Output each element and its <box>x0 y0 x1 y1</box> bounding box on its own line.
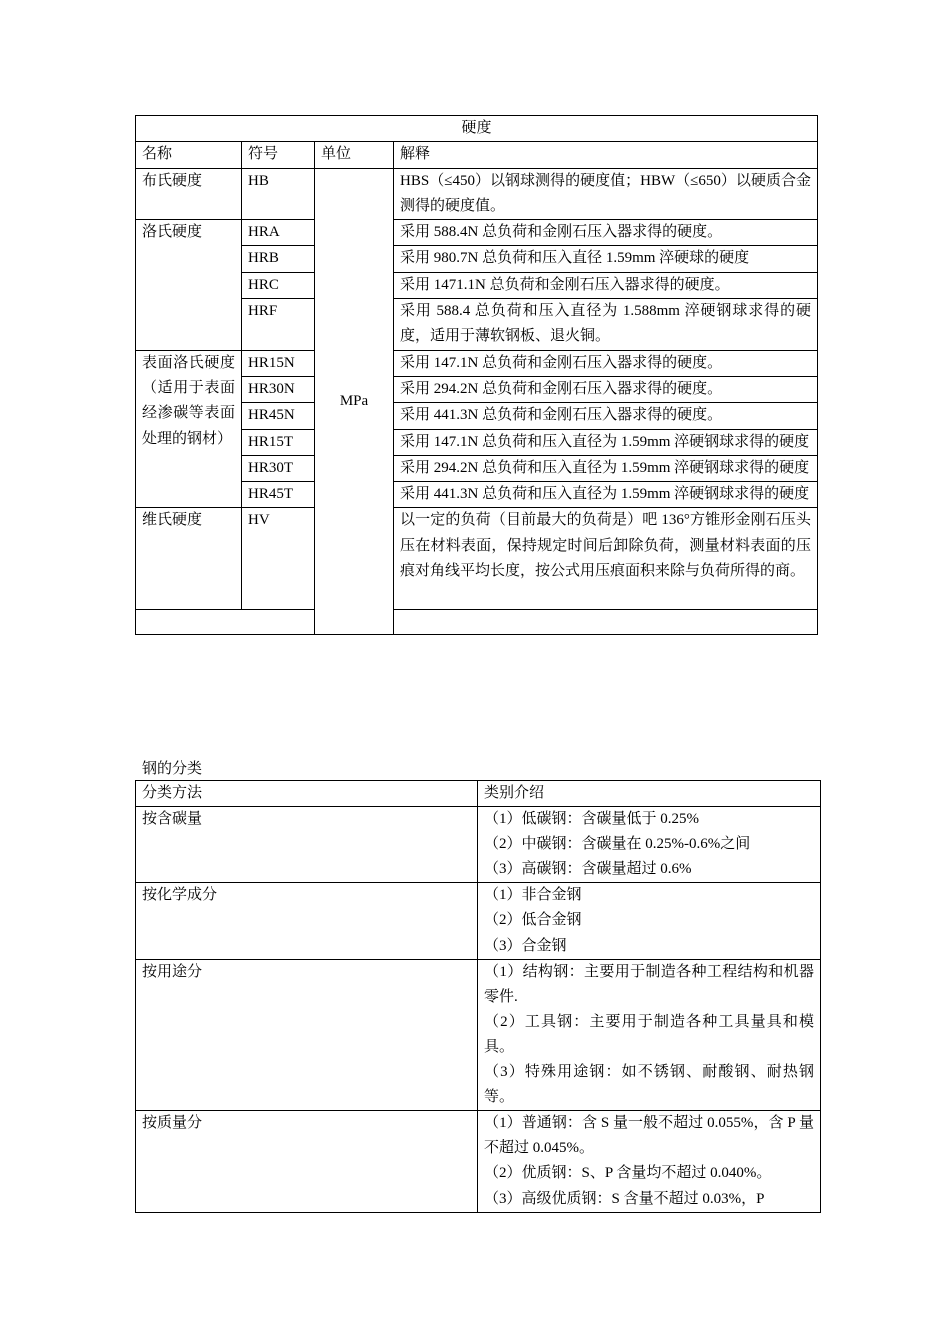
hardness-symbol: HRB <box>242 246 315 272</box>
header-symbol: 符号 <box>242 142 315 168</box>
header-name: 名称 <box>136 142 242 168</box>
table-row <box>136 959 821 1111</box>
category-item: （2）中碳钢：含碳量在 0.25%-0.6%之间 <box>484 836 751 853</box>
hardness-symbol: HRF <box>242 299 315 351</box>
hardness-symbol: HR15N <box>242 350 315 376</box>
steel-method: 按含碳量 <box>136 807 478 883</box>
empty-cell <box>136 610 315 635</box>
hardness-desc: 采用 441.3N 总负荷和压入直径为 1.59mm 淬硬钢球求得的硬度 <box>394 482 818 508</box>
hardness-symbol: HB <box>242 168 315 220</box>
hardness-unit: MPa <box>315 168 394 635</box>
hardness-symbol: HR15T <box>242 429 315 455</box>
steel-method: 按质量分 <box>136 1111 478 1212</box>
category-item: （3）合金钢 <box>484 937 567 954</box>
header-method: 分类方法 <box>136 781 478 807</box>
category-item: （2）低合金钢 <box>484 912 582 929</box>
hardness-symbol: HV <box>242 508 315 610</box>
hardness-name: 洛氏硬度 <box>136 220 242 350</box>
hardness-desc: 采用 980.7N 总负荷和压入直径 1.59mm 淬硬球的硬度 <box>394 246 818 272</box>
table-header-row <box>136 781 821 807</box>
category-item: （3）高碳钢：含碳量超过 0.6% <box>484 861 692 878</box>
hardness-symbol: HR30N <box>242 376 315 402</box>
hardness-name: 表面洛氏硬度（适用于表面经渗碳等表面处理的钢材） <box>136 350 242 508</box>
steel-caption: 钢的分类 <box>142 761 203 777</box>
hardness-symbol: HRC <box>242 272 315 298</box>
steel-method: 按化学成分 <box>136 883 478 959</box>
steel-table <box>135 780 821 1213</box>
category-item: （2）优质钢：S、P 含量均不超过 0.040%。 <box>484 1165 772 1182</box>
table-row <box>136 220 818 246</box>
header-category: 类别介绍 <box>478 781 821 807</box>
table-row <box>136 807 821 883</box>
hardness-desc: 采用 147.1N 总负荷和压入直径为 1.59mm 淬硬钢球求得的硬度 <box>394 429 818 455</box>
hardness-desc: HBS（≤450）以钢球测得的硬度值；HBW（≤650）以硬质合金测得的硬度值。 <box>394 168 818 220</box>
hardness-desc: 以一定的负荷（目前最大的负荷是）吧 136°方锥形金刚石压头压在材料表面，保持规定时间后卸除负荷，测量材料表面的压痕对角线平均长度，按公式用压痕面积来除与负荷所得的商。 <box>394 508 818 610</box>
table-header-row <box>136 142 818 168</box>
empty-cell <box>394 610 818 635</box>
hardness-symbol: HR45N <box>242 403 315 429</box>
category-item: （1）普通钢：含 S 量一般不超过 0.055%，含 P 量不超过 0.045%。 <box>484 1115 814 1157</box>
table-row <box>136 168 818 220</box>
hardness-title: 硬度 <box>136 116 818 142</box>
hardness-name: 维氏硬度 <box>136 508 242 610</box>
hardness-desc: 采用 294.2N 总负荷和金刚石压入器求得的硬度。 <box>394 376 818 402</box>
hardness-name: 布氏硬度 <box>136 168 242 220</box>
steel-method: 按用途分 <box>136 959 478 1111</box>
steel-categories <box>478 883 821 959</box>
table-row-empty <box>136 610 818 635</box>
header-unit: 单位 <box>315 142 394 168</box>
hardness-desc: 采用 147.1N 总负荷和金刚石压入器求得的硬度。 <box>394 350 818 376</box>
table-row <box>136 508 818 610</box>
table-row <box>136 1111 821 1212</box>
category-item: （1）低碳钢：含碳量低于 0.25% <box>484 811 699 828</box>
category-item: （2）工具钢：主要用于制造各种工具量具和模具。 <box>484 1013 814 1055</box>
table-row <box>136 350 818 376</box>
hardness-desc: 采用 588.4N 总负荷和金刚石压入器求得的硬度。 <box>394 220 818 246</box>
hardness-desc: 采用 1471.1N 总负荷和金刚石压入器求得的硬度。 <box>394 272 818 298</box>
table-title-row <box>136 116 818 142</box>
hardness-desc: 采用 588.4 总负荷和压入直径为 1.588mm 淬硬钢球求得的硬度，适用于薄软钢板、退火铜。 <box>394 299 818 351</box>
hardness-desc: 采用 294.2N 总负荷和压入直径为 1.59mm 淬硬钢球求得的硬度 <box>394 455 818 481</box>
hardness-symbol: HRA <box>242 220 315 246</box>
category-item: （1）非合金钢 <box>484 887 582 904</box>
steel-categories <box>478 807 821 883</box>
steel-categories <box>478 1111 821 1212</box>
hardness-symbol: HR30T <box>242 455 315 481</box>
header-desc: 解释 <box>394 142 818 168</box>
hardness-table <box>135 115 818 635</box>
steel-categories <box>478 959 821 1111</box>
hardness-desc: 采用 441.3N 总负荷和金刚石压入器求得的硬度。 <box>394 403 818 429</box>
category-item: （3）特殊用途钢：如不锈钢、耐酸钢、耐热钢等。 <box>484 1064 814 1106</box>
category-item: （3）高级优质钢：S 含量不超过 0.03%，P <box>484 1190 765 1207</box>
hardness-symbol: HR45T <box>242 482 315 508</box>
category-item: （1）结构钢：主要用于制造各种工程结构和机器零件. <box>484 963 814 1005</box>
table-row <box>136 883 821 959</box>
